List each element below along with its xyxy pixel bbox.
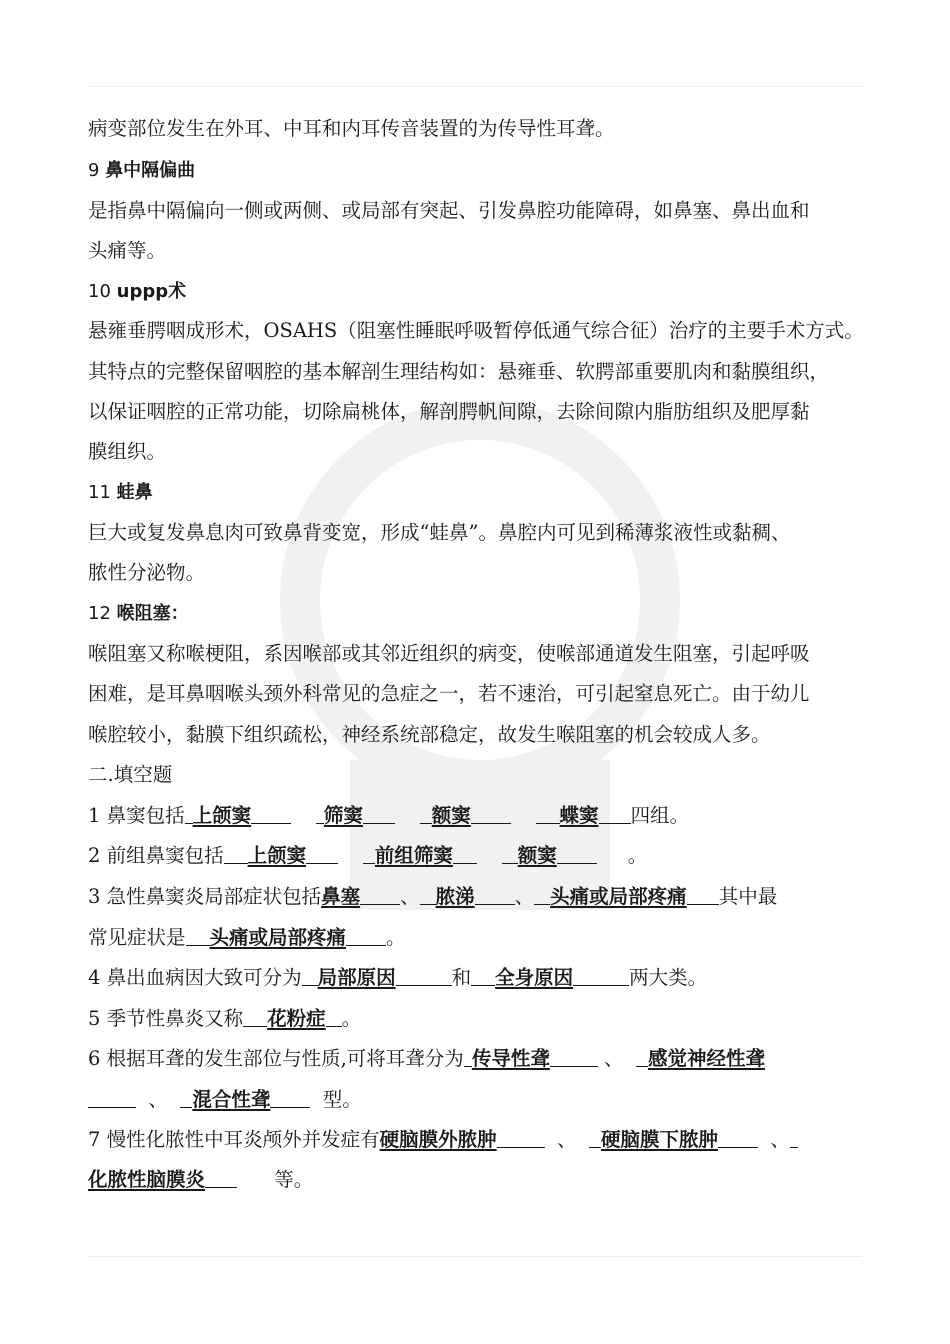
answer: 蝶窦 [559, 804, 599, 827]
answer-blank [270, 1087, 310, 1108]
heading-title: 鼻中隔偏曲 [105, 160, 196, 181]
answer-blank [420, 884, 436, 905]
answer-blank [718, 1127, 758, 1148]
answer-blank [534, 884, 550, 905]
question-7 [88, 1126, 798, 1154]
answer: 传导性聋 [471, 1047, 550, 1070]
answer-blank [557, 843, 597, 864]
answer-blank [589, 1127, 601, 1148]
question-text: 7 慢性化脓性中耳炎颅外并发症有 [88, 1128, 380, 1151]
answer: 花粉症 [267, 1007, 326, 1030]
answer-blank [687, 884, 719, 905]
answer-blank [251, 803, 291, 824]
paragraph-line: 悬雍垂腭咽成形术，OSAHS（阻塞性睡眠呼吸暂停低通气综合征）治疗的主要手术方式。 [88, 319, 864, 342]
answer-blank [471, 965, 495, 986]
paragraph-line: 困难，是耳鼻咽喉头颈外科常见的急症之一，若不速治，可引起窒息死亡。由于幼儿 [88, 682, 810, 705]
answer-blank [475, 884, 515, 905]
answer-blank [326, 1006, 342, 1027]
heading-number: 9 [88, 160, 100, 181]
heading-title: 蛙鼻 [116, 482, 153, 503]
answer: 硬脑膜下脓肿 [600, 1128, 718, 1151]
question-text: 3 急性鼻窦炎局部症状包括 [88, 885, 322, 908]
answer-blank [306, 843, 338, 864]
paragraph-line: 喉阻塞又称喉梗阻，系因喉部或其邻近组织的病变，使喉部通道发生阻塞，引起呼吸 [88, 642, 810, 665]
answer-blank [224, 843, 248, 864]
question-text: 其中最 [718, 885, 778, 908]
question-1 [88, 802, 689, 830]
header-divider [88, 86, 862, 87]
answer: 头痛或局部疼痛 [550, 885, 687, 908]
heading-number: 12 [88, 603, 111, 624]
question-text: 5 季节性鼻炎又称 [88, 1007, 244, 1030]
answer-blank [363, 803, 395, 824]
answer-blank [420, 803, 432, 824]
question-text: 四组。 [630, 804, 690, 827]
answer-blank [453, 843, 477, 864]
paragraph-line: 头痛等。 [88, 239, 167, 262]
answer: 额窦 [431, 804, 471, 827]
answer: 额窦 [517, 844, 557, 867]
answer-blank [396, 965, 452, 986]
paragraph-line: 以保证咽腔的正常功能，切除扁桃体，解剖腭帆间隙，去除间隙内脂肪组织及肥厚黏 [88, 400, 810, 423]
heading-10 [88, 278, 186, 306]
paragraph-line: 膜组织。 [88, 440, 167, 463]
paragraph-line: 脓性分泌物。 [88, 561, 206, 584]
heading-9 [88, 157, 195, 185]
heading-11 [88, 479, 153, 507]
answer-blank [88, 1087, 136, 1108]
answer-blank [243, 1006, 267, 1027]
question-2 [88, 842, 647, 870]
separator: 、 [770, 1128, 790, 1151]
question-text: 2 前组鼻窦包括 [88, 844, 224, 867]
answer-blank [205, 1167, 237, 1188]
question-text: 两大类。 [629, 966, 708, 989]
answer: 筛窦 [323, 804, 363, 827]
separator: 、 [148, 1088, 168, 1111]
section-title-fill-in: 二.填空题 [88, 763, 173, 786]
question-text: 。 [627, 844, 648, 867]
paragraph-line: 其特点的完整保留咽腔的基本解剖生理结构如：悬雍垂、软腭部重要肌肉和黏膜组织， [88, 360, 830, 383]
answer-blank [360, 884, 400, 905]
heading-title: uppp术 [116, 281, 187, 302]
question-text: 6 根据耳聋的发生部位与性质,可将耳聋分为 [88, 1047, 464, 1070]
answer-blank [185, 803, 193, 824]
heading-12 [88, 600, 189, 628]
question-text: 4 鼻出血病因大致可分为 [88, 966, 302, 989]
separator: 、 [400, 885, 420, 908]
answer-blank [471, 803, 511, 824]
paragraph-line: 巨大或复发鼻息肉可致鼻背变宽，形成“蛙鼻”。鼻腔内可见到稀薄浆液性或黏稠、 [88, 521, 791, 544]
answer: 混合性聋 [192, 1088, 271, 1111]
question-text: 型。 [322, 1088, 362, 1111]
question-text: 1 鼻窦包括 [88, 804, 185, 827]
paragraph-line: 喉腔较小，黏膜下组织疏松，神经系统部稳定，故发生喉阻塞的机会较成人多。 [88, 723, 771, 746]
answer: 局部原因 [317, 966, 396, 989]
question-6-continued [88, 1086, 362, 1114]
heading-title: 喉阻塞： [116, 603, 189, 624]
question-text: 等。 [274, 1168, 314, 1191]
answer-blank [573, 965, 629, 986]
answer: 前组筛窦 [374, 844, 453, 867]
answer: 化脓性脑膜炎 [88, 1168, 206, 1191]
answer-blank [536, 803, 560, 824]
answer-blank [550, 1046, 598, 1067]
answer-blank [186, 925, 210, 946]
heading-number: 10 [88, 281, 111, 302]
answer: 硬脑膜外脓肿 [379, 1128, 497, 1151]
answer-blank [636, 1046, 648, 1067]
answer-blank [346, 925, 386, 946]
answer-blank [180, 1087, 192, 1108]
question-text: 常见症状是 [88, 926, 186, 949]
answer-blank [502, 843, 518, 864]
answer: 感觉神经性聋 [647, 1047, 765, 1070]
separator: 、 [557, 1128, 577, 1151]
answer-blank [497, 1127, 545, 1148]
answer: 鼻塞 [321, 885, 361, 908]
answer-blank [302, 965, 318, 986]
answer-blank [363, 843, 375, 864]
answer-blank [599, 803, 631, 824]
answer: 全身原因 [495, 966, 574, 989]
answer-blank [316, 803, 324, 824]
heading-number: 11 [88, 482, 111, 503]
answer: 脓涕 [435, 885, 475, 908]
answer-blank [790, 1127, 798, 1148]
separator: 、 [514, 885, 535, 908]
question-5 [88, 1005, 361, 1033]
footer-divider [88, 1256, 862, 1257]
paragraph-conductive-deafness: 病变部位发生在外耳、中耳和内耳传音装置的为传导性耳聋。 [88, 117, 615, 140]
answer: 上颌窦 [192, 804, 252, 827]
answer: 头痛或局部疼痛 [209, 926, 347, 949]
answer-blank [464, 1046, 472, 1067]
question-text: 。 [341, 1007, 362, 1030]
question-3-continued [88, 924, 406, 952]
question-6 [88, 1045, 765, 1073]
question-7-continued [88, 1166, 313, 1194]
question-text: 和 [451, 966, 472, 989]
question-4 [88, 964, 707, 992]
question-text: 。 [386, 926, 406, 949]
question-3 [88, 883, 777, 911]
paragraph-line: 是指鼻中隔偏向一侧或两侧、或局部有突起、引发鼻腔功能障碍，如鼻塞、鼻出血和 [88, 199, 810, 222]
answer: 上颌窦 [247, 844, 307, 867]
separator: 、 [604, 1047, 624, 1070]
